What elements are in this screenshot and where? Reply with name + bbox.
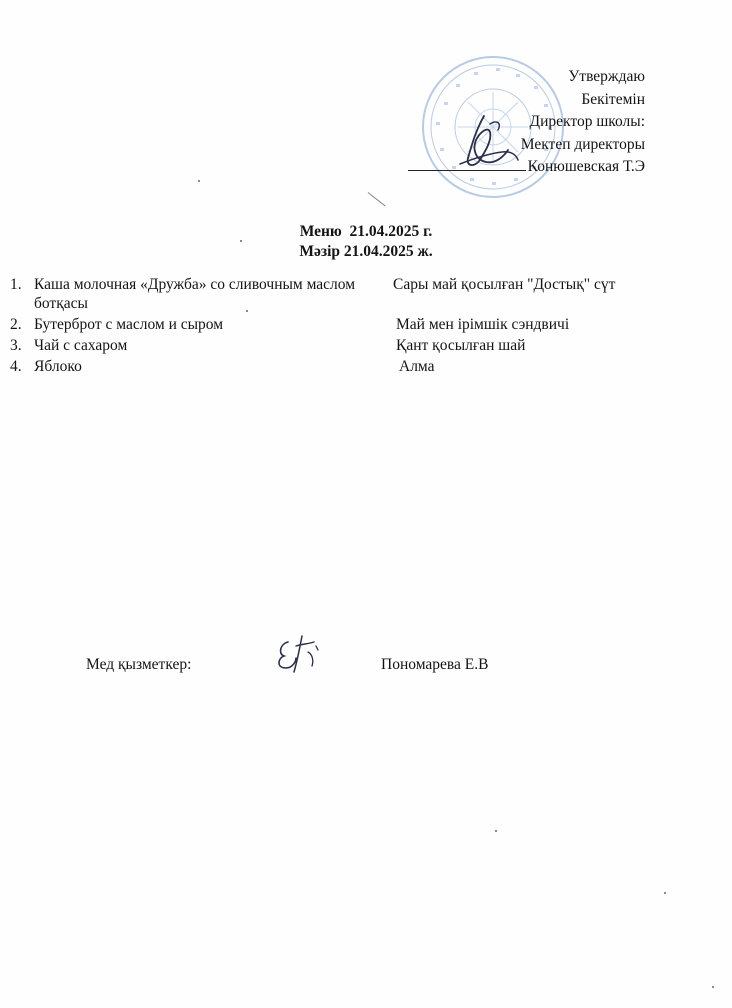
menu-item — [10, 314, 710, 335]
medic-role: Мед қызметкер: — [86, 656, 192, 673]
medic-name: Пономарева Е.В — [381, 656, 489, 673]
nurse-signature-icon — [272, 632, 324, 676]
approval-block — [408, 66, 645, 179]
menu-item-ru: Чай с сахаром — [34, 337, 128, 354]
director-name: Конюшевская Т.Э — [527, 158, 645, 175]
menu-item-ru: Бутерброт с маслом и сыром — [34, 316, 224, 333]
scan-speck — [664, 892, 666, 894]
scan-speck — [198, 180, 200, 182]
menu-item — [10, 335, 710, 356]
director-signature-icon — [446, 110, 524, 178]
director-title-kz: Мектеп директоры — [520, 135, 645, 153]
menu-item — [10, 274, 710, 314]
scan-speck — [495, 830, 497, 832]
menu-item-ru: Каша молочная «Дружба» со сливочным маслом — [34, 276, 356, 293]
scan-speck — [246, 310, 248, 312]
menu-item-number: 2. — [10, 316, 22, 333]
menu-item-kz: Алма — [399, 358, 435, 375]
menu-list — [10, 274, 710, 377]
scan-mark — [368, 192, 386, 206]
director-title-ru: Директор школы: — [529, 113, 645, 130]
menu-item-kz-continuation: ботқасы — [34, 295, 88, 312]
approval-title-kz: Бекітемін — [581, 90, 645, 108]
menu-item-kz: Сары май қосылған "Достық" сүт — [393, 276, 616, 293]
menu-item-ru: Яблоко — [34, 358, 82, 375]
menu-item-kz: Май мен ірімшік сэндвичі — [396, 316, 570, 333]
page-title-ru: Меню 21.04.2025 г. — [299, 223, 433, 240]
menu-titles — [0, 222, 732, 262]
menu-item-number: 3. — [10, 337, 22, 354]
menu-item-kz: Қант қосылған шай — [396, 337, 526, 354]
menu-item — [10, 356, 710, 377]
menu-item-number: 4. — [10, 358, 22, 375]
director-signature-line — [408, 156, 645, 179]
scan-speck — [712, 986, 714, 988]
page-title-kz: Мәзір 21.04.2025 ж. — [299, 243, 433, 260]
scan-speck — [240, 240, 242, 242]
menu-item-number: 1. — [10, 276, 22, 293]
approval-title-ru: Утверждаю — [568, 68, 645, 85]
